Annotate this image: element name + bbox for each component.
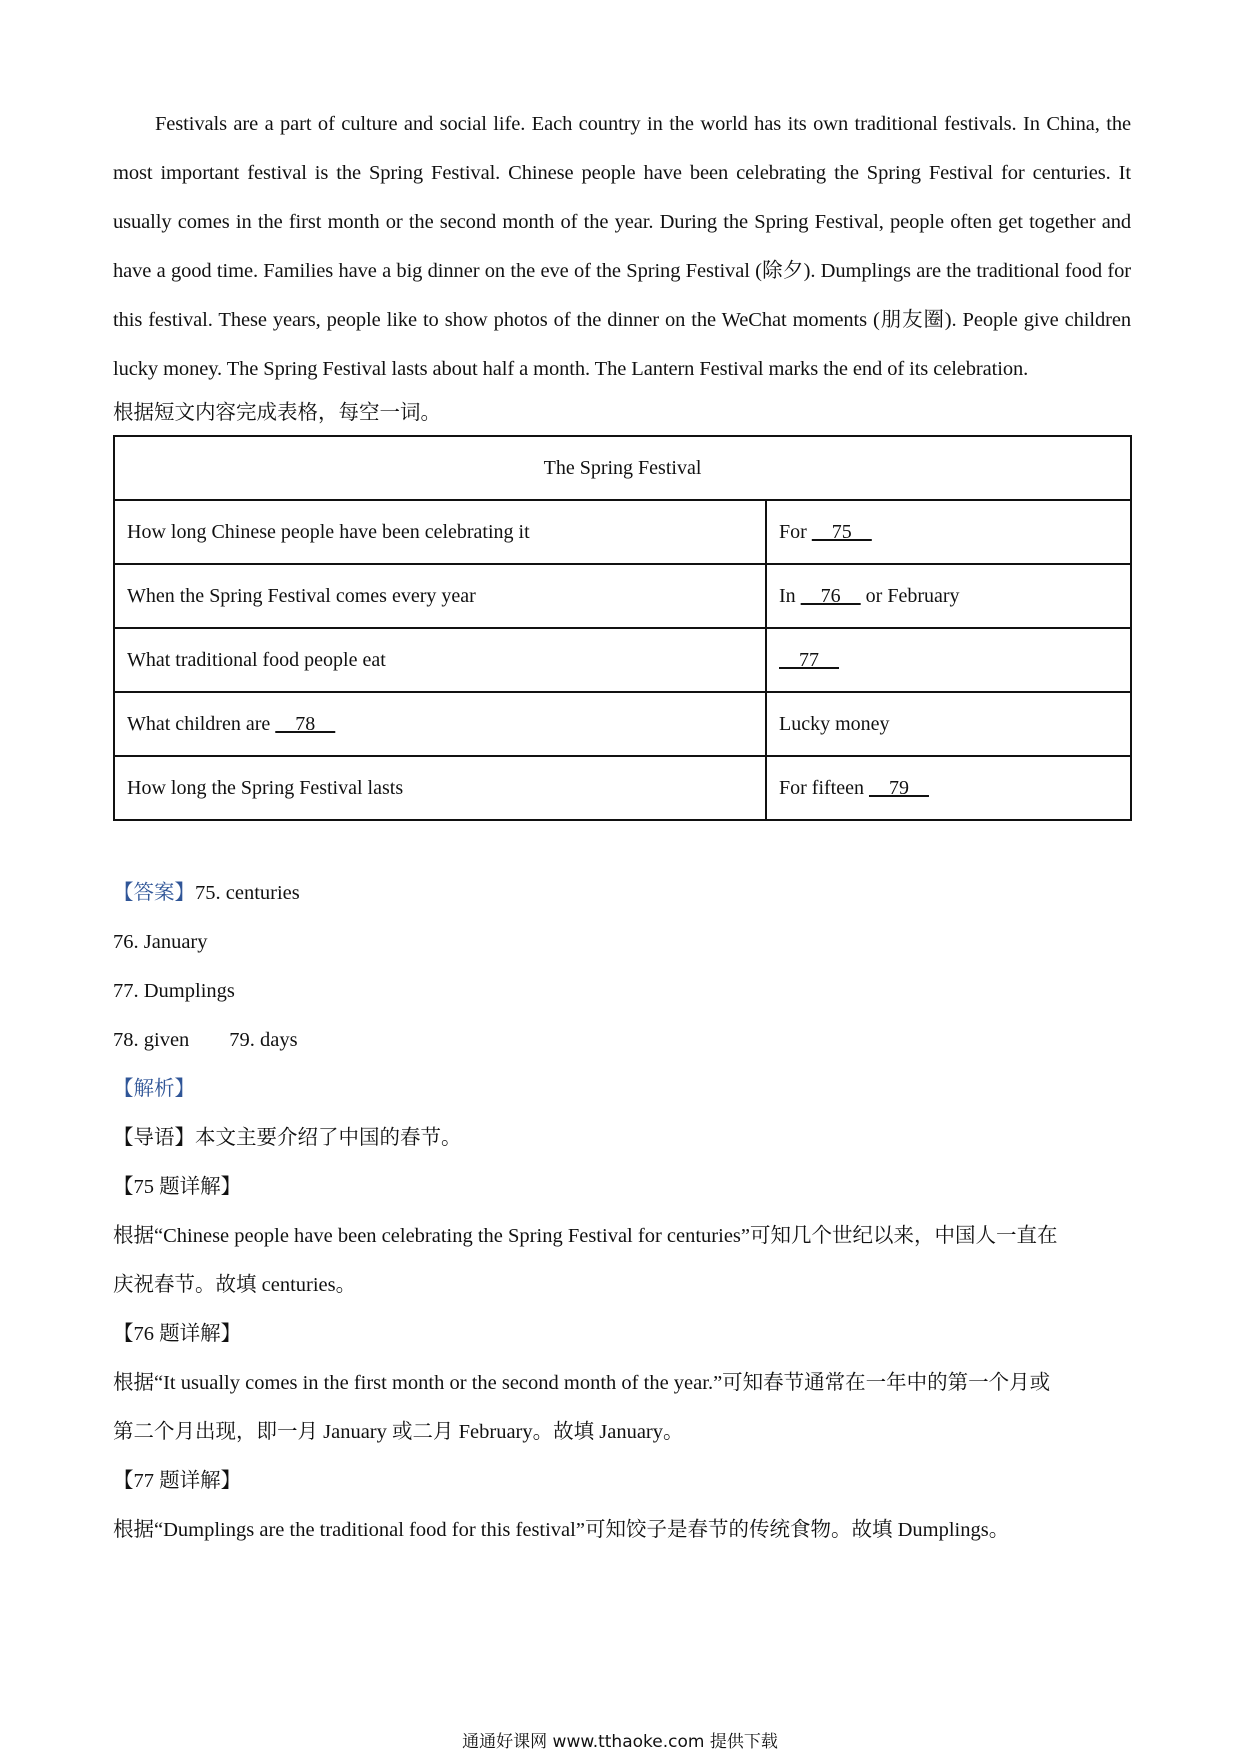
answer-blank: 75	[811, 520, 872, 543]
analysis-tag: 【解析】	[113, 1078, 195, 1100]
answer-line: 77. Dumplings	[113, 980, 235, 1002]
fill-in-table	[113, 435, 1132, 821]
q76-explanation: 第二个月出现，即一月 January 或二月 February。故填 January。	[113, 1421, 684, 1443]
answer-cell: Lucky money	[766, 692, 1131, 756]
q77-explanation: 根据“Dumplings are the traditional food for this festival”可知饺子是春节的传统食物。故填 Dumplings。	[113, 1519, 1010, 1541]
question-cell: How long the Spring Festival lasts	[114, 756, 766, 820]
question-cell: When the Spring Festival comes every year	[114, 564, 766, 628]
q76-title: 【76 题详解】	[113, 1323, 242, 1345]
table-row	[114, 564, 1131, 628]
q75-explanation: 根据“Chinese people have been celebrating the Spring Festival for centuries”可知几个世纪以来，中国人一直在	[113, 1225, 1058, 1247]
table-row	[114, 500, 1131, 564]
reading-passage: Festivals are a part of culture and social life. Each country in the world has its own traditional festivals. In China, the most important festival is the Spring Festival. Chinese people have been celebrating the Spring Festival for centuries. It usually comes in the first month or the second month of the year. During the Spring Festival, people often get together and have a good time. Families have a big dinner on the eve of the Spring Festival (除夕). Dumplings are the traditional food for this festival. These years, people like to show photos of the dinner on the WeChat moments (朋友圈). People give children lucky money. The Spring Festival lasts about half a month. The Lantern Festival marks the end of its celebration.	[113, 113, 1131, 380]
answer-blank: 78	[275, 712, 336, 735]
answer-tag: 【答案】	[113, 882, 195, 904]
q76-explanation: 根据“It usually comes in the first month or the second month of the year.”可知春节通常在一年中的第一个月或	[113, 1372, 1051, 1394]
instruction: 根据短文内容完成表格，每空一词。	[113, 402, 441, 424]
table-row	[114, 628, 1131, 692]
question-cell: How long Chinese people have been celebrating it	[114, 500, 766, 564]
question-cell: What children are 78	[114, 692, 766, 756]
answer-blank: 76	[800, 584, 861, 607]
table-title: The Spring Festival	[114, 436, 1131, 500]
answer-line: 【答案】75. centuries	[113, 882, 300, 904]
q75-title: 【75 题详解】	[113, 1176, 242, 1198]
answer-cell	[766, 628, 1131, 692]
analysis-intro: 【导语】本文主要介绍了中国的春节。	[113, 1127, 462, 1149]
question-cell: What traditional food people eat	[114, 628, 766, 692]
answer-line: 76. January	[113, 931, 208, 953]
answer-cell: For 75	[766, 500, 1131, 564]
table-row	[114, 756, 1131, 820]
table-row	[114, 692, 1131, 756]
table-title-row	[114, 436, 1131, 500]
answer-line: 78. given 79. days	[113, 1029, 298, 1051]
answer-cell: For fifteen 79	[766, 756, 1131, 820]
q77-title: 【77 题详解】	[113, 1470, 242, 1492]
answer-cell: In 76 or February	[766, 564, 1131, 628]
answer-section	[113, 869, 1131, 1555]
q75-explanation: 庆祝春节。故填 centuries。	[113, 1274, 357, 1296]
document-page	[113, 100, 1131, 1555]
page-footer: 通通好课网 www.tthaoke.com 提供下载	[462, 1732, 778, 1752]
answer-blank: 79	[868, 776, 929, 799]
answer-blank: 77	[779, 648, 839, 671]
